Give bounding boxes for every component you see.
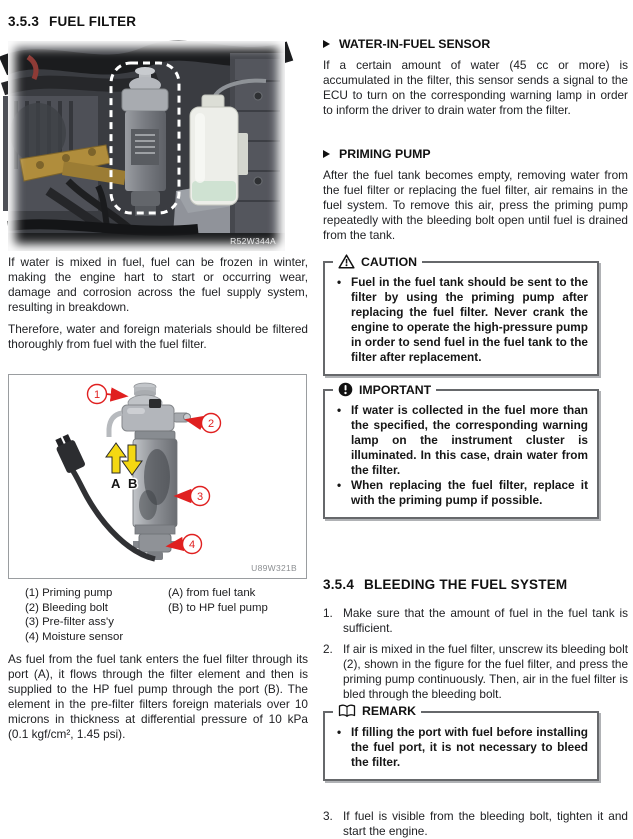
section-number: 3.5.3 (8, 14, 40, 29)
priming-pump-heading (323, 147, 628, 161)
remark-item: • If filling the port with fuel before installing the fuel port, it is not necessary to bleed the filter. (334, 725, 588, 770)
callout-3: 3 (196, 491, 204, 503)
priming-pump-paragraph: After the fuel tank becomes empty, removing water from the fuel filter or replacing the fuel filter, air remains in the fuel system. To remove this air, press the priming pump repeatedly with the bleeding bolt open until fuel is drained from the tank. (323, 168, 628, 242)
intro-paragraph-2: Therefore, water and foreign materials should be filtered thoroughly from fuel with the fuel filter. (8, 322, 308, 351)
legend-item: (3) Pre-filter ass'y (25, 616, 114, 628)
left-column (8, 0, 308, 742)
legend-item: (2) Bleeding bolt (25, 601, 108, 614)
step-item-3 (323, 809, 628, 839)
step-number: 2. (323, 642, 333, 656)
legend-letters-column (168, 586, 308, 644)
section-name: FUEL FILTER (49, 14, 137, 29)
legend-item: (1) Priming pump (25, 587, 113, 599)
flow-arrow-up-A (106, 443, 126, 473)
callout-1: 1 (93, 389, 101, 401)
caution-title-text: CAUTION (361, 254, 418, 269)
flow-label-A: A (111, 476, 121, 491)
section-name: BLEEDING THE FUEL SYSTEM (364, 577, 568, 592)
caution-box-title (333, 254, 422, 269)
callout-2: 2 (207, 418, 215, 430)
important-item: • When replacing the fuel filter, replace it with the priming pump if possible. (334, 478, 588, 508)
step-text: If fuel is visible from the bleeding bolt, tighten it and start the engine. (343, 809, 628, 838)
caution-item: • Fuel in the fuel tank should be sent to the filter by using the priming pump after replacing the fuel filter. Never crank the engine to operate the high-pressure pump in order to send fuel in the fuel tank to the filter after replacement. (334, 275, 588, 365)
step-text: If air is mixed in the fuel filter, unscrew its bleeding bolt (2), shown in the figure for the fuel filter, and press the priming pump continuously. Then, air in the fuel filter is bled through the bleeding bolt. (343, 642, 628, 701)
section-number: 3.5.4 (323, 577, 355, 592)
important-box-title (333, 382, 436, 397)
remark-box-title (333, 704, 421, 718)
warning-triangle-icon (338, 254, 355, 269)
step-item-2 (323, 642, 628, 702)
photo-code-label: R52W344A (230, 236, 276, 246)
legend-numbers-column (8, 586, 168, 644)
diagram-legend (8, 586, 308, 644)
heading-marker-icon (323, 40, 330, 48)
legend-item: (A) from fuel tank (168, 587, 256, 599)
important-item: • If water is collected in the fuel more than the specified, the corresponding warning lamp on the instrument cluster is illuminated. In this case, drain water from the filter. (334, 403, 588, 478)
flow-description-paragraph: As fuel from the fuel tank enters the fuel filter through its port (A), it flows through the filter element and then is supplied to the HP fuel pump through the port (B). The element in the pre-filter filters foreign materials over 10 microns in thickness at differential pressure of 10 kPa (0.1 kgf/cm², 1.45 psi). (8, 652, 308, 741)
section-title-fuel-filter (8, 14, 308, 29)
step-text: Make sure that the amount of fuel in the fuel tank is sufficient. (343, 606, 628, 635)
engine-photo-image (8, 41, 285, 251)
diagram-code-label: U89W321B (251, 563, 297, 573)
heading-marker-icon (323, 150, 330, 158)
remark-title-text: REMARK (362, 704, 416, 718)
step-number: 1. (323, 606, 333, 620)
section-title-bleeding (323, 577, 628, 592)
fuel-filter-diagram-image (9, 375, 306, 578)
remark-box (323, 704, 599, 781)
step-number: 3. (323, 809, 333, 823)
important-title-text: IMPORTANT (359, 382, 432, 397)
exclamation-circle-icon (338, 382, 353, 397)
heading-text: WATER-IN-FUEL SENSOR (339, 37, 491, 51)
water-sensor-paragraph: If a certain amount of water (45 cc or more) is accumulated in the filter, this sensor sends a signal to the ECU to turn on the corresponding warning lamp in order to inform the driver to drain water from the filter. (323, 58, 628, 117)
right-column (323, 0, 628, 839)
engine-photo-figure (8, 41, 285, 251)
legend-item: (4) Moisture sensor (25, 630, 124, 643)
legend-item: (B) to HP fuel pump (168, 601, 268, 614)
water-in-fuel-sensor-heading (323, 37, 628, 51)
callout-4: 4 (188, 539, 196, 551)
fuel-filter-diagram-figure (8, 374, 307, 579)
important-box (323, 382, 599, 519)
caution-box (323, 254, 599, 376)
filter-assembly-drawing (53, 383, 191, 560)
heading-text: PRIMING PUMP (339, 147, 431, 161)
cable-connector (53, 433, 86, 474)
flow-label-B: B (128, 476, 138, 491)
open-book-icon (338, 704, 356, 718)
intro-paragraph-1: If water is mixed in fuel, fuel can be frozen in winter, making the engine hart to start or occurring wear, damage and corrosion across the fuel supply system, resulting in breakdown. (8, 255, 308, 314)
step-item-1 (323, 606, 628, 636)
